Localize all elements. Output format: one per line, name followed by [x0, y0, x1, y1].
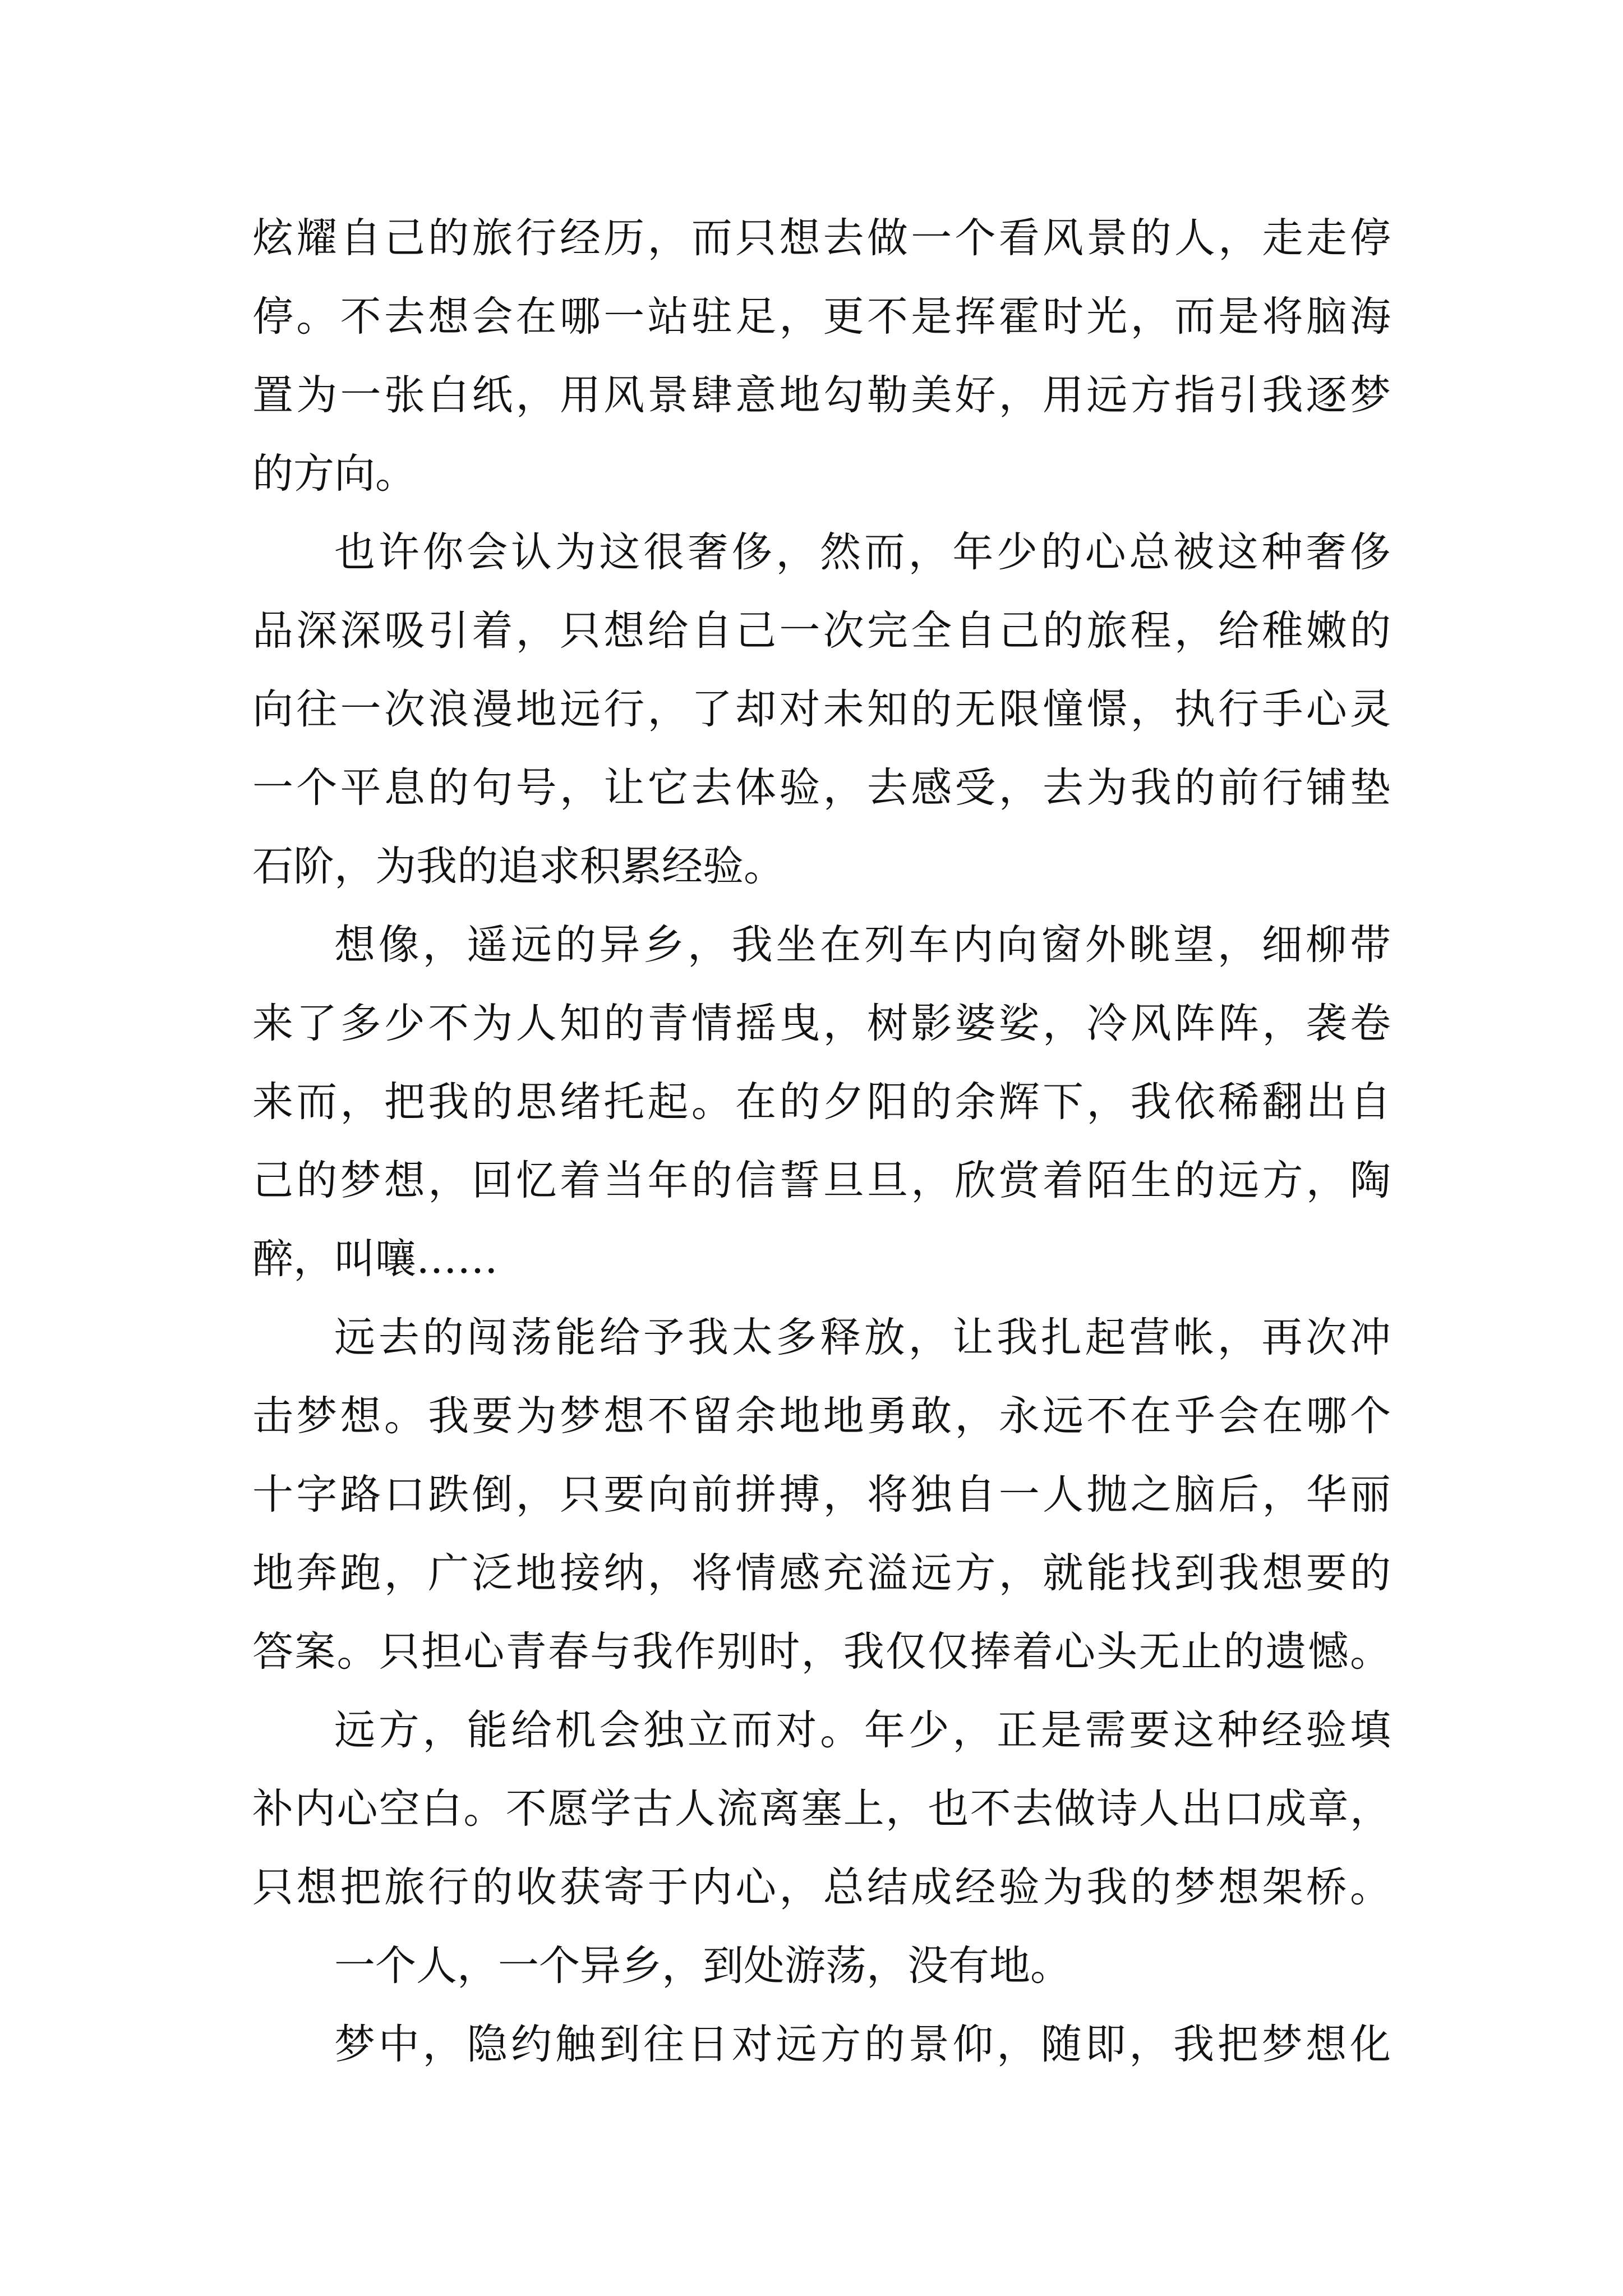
- text-line: 停。不去想会在哪一站驻足，更不是挥霍时光，而是将脑海: [252, 293, 1391, 341]
- text-line: 一个人，一个异乡，到处游荡，没有地。: [334, 1942, 1071, 1990]
- text-line: 石阶，为我的追求积累经验。: [252, 843, 785, 890]
- text-line: 来了多少不为人知的青情摇曳，树影婆娑，冷风阵阵，袭卷: [252, 1000, 1391, 1047]
- text-line: 也许你会认为这很奢侈，然而，年少的心总被这种奢侈: [334, 528, 1391, 576]
- text-line: 只想把旅行的收获寄于内心，总结成经验为我的梦想架桥。: [252, 1864, 1391, 1911]
- text-line: 己的梦想，回忆着当年的信誓旦旦，欣赏着陌生的远方，陶: [252, 1157, 1391, 1204]
- document-body: [252, 199, 1391, 2084]
- text-line: 地奔跑，广泛地接纳，将情感充溢远方，就能找到我想要的: [252, 1549, 1391, 1597]
- text-line: 来而，把我的思绪托起。在的夕阳的余辉下，我依稀翻出自: [252, 1078, 1391, 1126]
- text-line: 补内心空白。不愿学古人流离塞上，也不去做诗人出口成章，: [252, 1785, 1391, 1833]
- text-line: 一个平息的句号，让它去体验，去感受，去为我的前行铺垫: [252, 764, 1391, 812]
- text-line: 的方向。: [252, 450, 416, 498]
- text-line: 远方，能给机会独立而对。年少，正是需要这种经验填: [334, 1706, 1391, 1754]
- text-line: 置为一张白纸，用风景肆意地勾勒美好，用远方指引我逐梦: [252, 371, 1391, 419]
- text-line: 击梦想。我要为梦想不留余地地勇敢，永远不在乎会在哪个: [252, 1392, 1391, 1440]
- text-line: 醉，叫嚷……: [252, 1235, 498, 1283]
- text-line: 十字路口跌倒，只要向前拼搏，将独自一人抛之脑后，华丽: [252, 1471, 1391, 1519]
- text-line: 品深深吸引着，只想给自己一次完全自己的旅程，给稚嫩的: [252, 607, 1391, 655]
- text-line: 答案。只担心青春与我作别时，我仅仅捧着心头无止的遗憾。: [252, 1628, 1391, 1676]
- text-line: 远去的闯荡能给予我太多释放，让我扎起营帐，再次冲: [334, 1314, 1391, 1361]
- text-line: 炫耀自己的旅行经历，而只想去做一个看风景的人，走走停: [252, 214, 1391, 262]
- text-line: 想像，遥远的异乡，我坐在列车内向窗外眺望，细柳带: [334, 921, 1391, 969]
- text-line: 向往一次浪漫地远行，了却对未知的无限憧憬，执行手心灵: [252, 685, 1391, 733]
- text-line: 梦中，隐约触到往日对远方的景仰，随即，我把梦想化: [334, 2021, 1391, 2068]
